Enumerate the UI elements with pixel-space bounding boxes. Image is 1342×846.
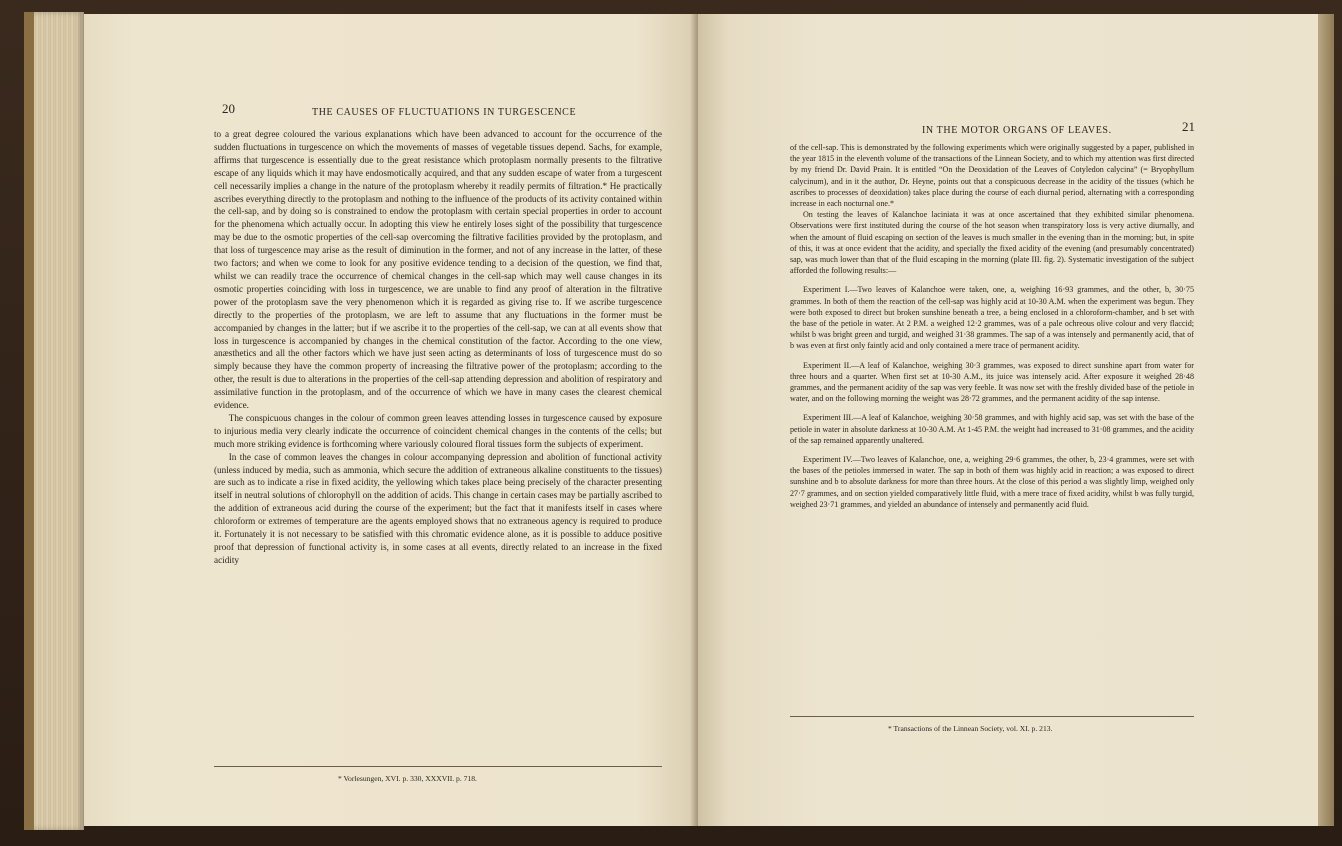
left-paragraph-3: In the case of common leaves the changes in colour accompanying depression and abolition of functional activity (unless induced by media, such as ammonia, which secure the addition of extraneous alkaline constituents to the tissues) are such as to indicate a rise in fixed acidity, the yellowing which takes place being precisely of the character presenting itself in neutral solutions of chlorophyll on the addition of acids. This change in certain cases may be partially ascribed to the addition of extraneous acid during the course of the experiment; but the fact that it manifests itself in cases where chloroform or extremes of temperature are the agents employed shows that no extraneous agency is required to produce it. Fortunately it is not necessary to be satisfied with this chromatic evidence alone, as it is possible to adduce positive proof that depression of functional activity is, in some cases at all events, directly related to an increase in the fixed acidity (214, 451, 662, 565)
left-page (84, 14, 698, 826)
page-edges-right (1318, 14, 1334, 826)
right-page (698, 14, 1318, 826)
right-running-head: IN THE MOTOR ORGANS OF LEAVES. (922, 125, 1112, 136)
experiment-3: Experiment III.—A leaf of Kalanchoe, weighing 30·58 grammes, and with highly acid sap, was set with the base of the petiole in water in absolute darkness at 10-30 A.M. At 1-45 P.M. the weight had increased to 31·08 grammes, and the acidity of the sap remained apparently unaltered. (790, 413, 1194, 445)
experiment-4: Experiment IV.—Two leaves of Kalanchoe, one, a, weighing 29·6 grammes, the other, b, 23·4 grammes, were set with the bases of the petioles immersed in water. The sap in both of them was highly acid in reaction; a was exposed to direct sunshine and b to absolute darkness for more than three hours. At the close of this period a was slightly limp, weighed only 27·7 grammes, and on section yielded comparatively little fluid, with a mere trace of fixed acidity, whilst b was fully turgid, weighed 23·71 grammes, and yielded an abundance of intensely and permanently acid fluid. (790, 455, 1194, 509)
left-running-head: THE CAUSES OF FLUCTUATIONS IN TURGESCENCE (312, 107, 577, 118)
book-spine (24, 12, 34, 830)
right-footnote: * Transactions of the Linnean Society, vol. XI. p. 213. (888, 724, 1053, 733)
left-footnote-rule (214, 766, 662, 767)
experiment-1: Experiment I.—Two leaves of Kalanchoe were taken, one, a, weighing 16·93 grammes, and the other, b, 30·75 grammes. In both of them the reaction of the cell-sap was highly acid at 10-30 A.M. when the experiment was begun. They were both exposed to direct but broken sunshine beneath a tree, a being enclosed in a chloroform-chamber, and b set with the base of the petiole in water. At 2 P.M. a weighed 12·2 grammes, was of a pale ochreous olive colour and very flaccid; whilst b was bright green and turgid, and weighed 31·38 grammes. The sap of a was intensely and permanently acid, that of b was even at first only faintly acid and only contained a mere trace of permanent acidity. (790, 285, 1194, 351)
left-page-number: 20 (222, 101, 235, 116)
right-paragraph-1: of the cell-sap. This is demonstrated by the following experiments which were originally suggested by a paper, published in the year 1815 in the eleventh volume of the transactions of the Linnean Society, and to which my attention was first directed by my friend Dr. David Prain. It is entitled “On the Deoxidation of the Leaves of Cotyledon calycina” (= Bryophyllum calycinum), and in it the author, Dr. Heyne, points out that a conspicuous decrease in the acidity of the tissues (which he ascribes to processes of deoxidation) takes place during the course of each diurnal period, alternating with a corresponding increase in each nocturnal one.* (790, 143, 1194, 209)
right-paragraph-2: On testing the leaves of Kalanchoe laciniata it was at once ascertained that they exhibited similar phenomena. Observations were first instituted during the course of the hot season when transpiratory loss is very active diurnally, and when the amount of fluid escaping on section of the leaves is much smaller in the evening than in the morning; but, in spite of this, it was at once evident that the acidity, and specially the fixed acidity of the evening (and presumably concentrated) sap, was much lower than that of the fluid escaping in the morning (plate III. fig. 2). Systematic investigation of the subject afforded the following results:— (790, 210, 1194, 276)
experiment-2: Experiment II.—A leaf of Kalanchoe, weighing 30·3 grammes, was exposed to direct sunshine apart from water for three hours and a quarter. When first set at 10-30 A.M., its juice was intensely acid. After exposure it weighed 28·48 grammes, and the permanent acidity of the sap was very feeble. It was now set with the freshly divided base of the petiole in water, and on the following morning the weight was 28·72 grammes, and the permanent acidity of the sap intense. (790, 360, 1194, 404)
left-paragraph-2: The conspicuous changes in the colour of common green leaves attending losses in turgescence caused by exposure to injurious media very clearly indicate the occurrence of coincident chemical changes in the contents of the cells; but much more striking evidence is forthcoming where variously coloured floral tissues form the subjects of experiment. (214, 412, 662, 449)
left-body-text (214, 128, 662, 567)
right-page-number: 21 (1182, 119, 1195, 134)
left-paragraph-1: to a great degree coloured the various explanations which have been advanced to account for the occurrence of the sudden fluctuations in turgescence on which the movements of masses of vegetable tissues depend. Sachs, for example, affirms that turgescence is essentially due to the great resistance which protoplasm normally presents to the filtrative escape of any liquids which it may have endosmotically acquired, and that any sudden escape of water from a turgescent cell necessarily implies a change in the nature of the protoplasm whereby it readily permits of filtration.* He practically ascribes everything directly to the protoplasm and nothing to the influence of the products of its activity contained within the cell-sap, and by doing so is constrained to endow the protoplasm with certain special properties in order to account for the phenomena which actually occur. In adopting this view he entirely loses sight of the possibility that turgescence may be due to the osmotic properties of the cell-sap overcoming the filtrative facilities provided by the protoplasm, and that loss of turgescence may arise as the result of diminution in the former, and not of any increase in the latter, of these two factors; and when we come to look for any positive evidence tending to a decision of the question, we find that, whilst we can readily trace the occurrence of chemical changes in the cell-sap which may well cause changes in its osmotic properties coinciding with loss in turgescence, we are unable to find any proof of alteration in the filtrative power of the protoplasm save the very phenomenon which it is regarded as giving rise to. If we ascribe turgescence directly to the properties of the protoplasm, we are left to assume that any fluctuations in the former must be accompanied by changes in the latter; but if we ascribe it to the properties of the cell-sap, we can at all events show that loss in turgescence is accompanied by changes in the chemical constitution of the factor. According to the one view, anæsthetics and all the other factors which we have just seen acting as determinants of loss of turgescence must do so simply because they have the common property of increasing the filtrative power of the protoplasm; according to the other, the result is due to alterations in the properties of the cell-sap attending depression and abolition of respiratory and assimilative function in the protoplasm, and of the occurrence of which we have in many cases the clearest chemical evidence. (214, 129, 662, 411)
right-body-text (790, 142, 1194, 510)
right-footnote-rule (790, 716, 1194, 717)
left-footnote: * Vorlesungen, XVI. p. 330, XXXVII. p. 718. (338, 774, 477, 783)
